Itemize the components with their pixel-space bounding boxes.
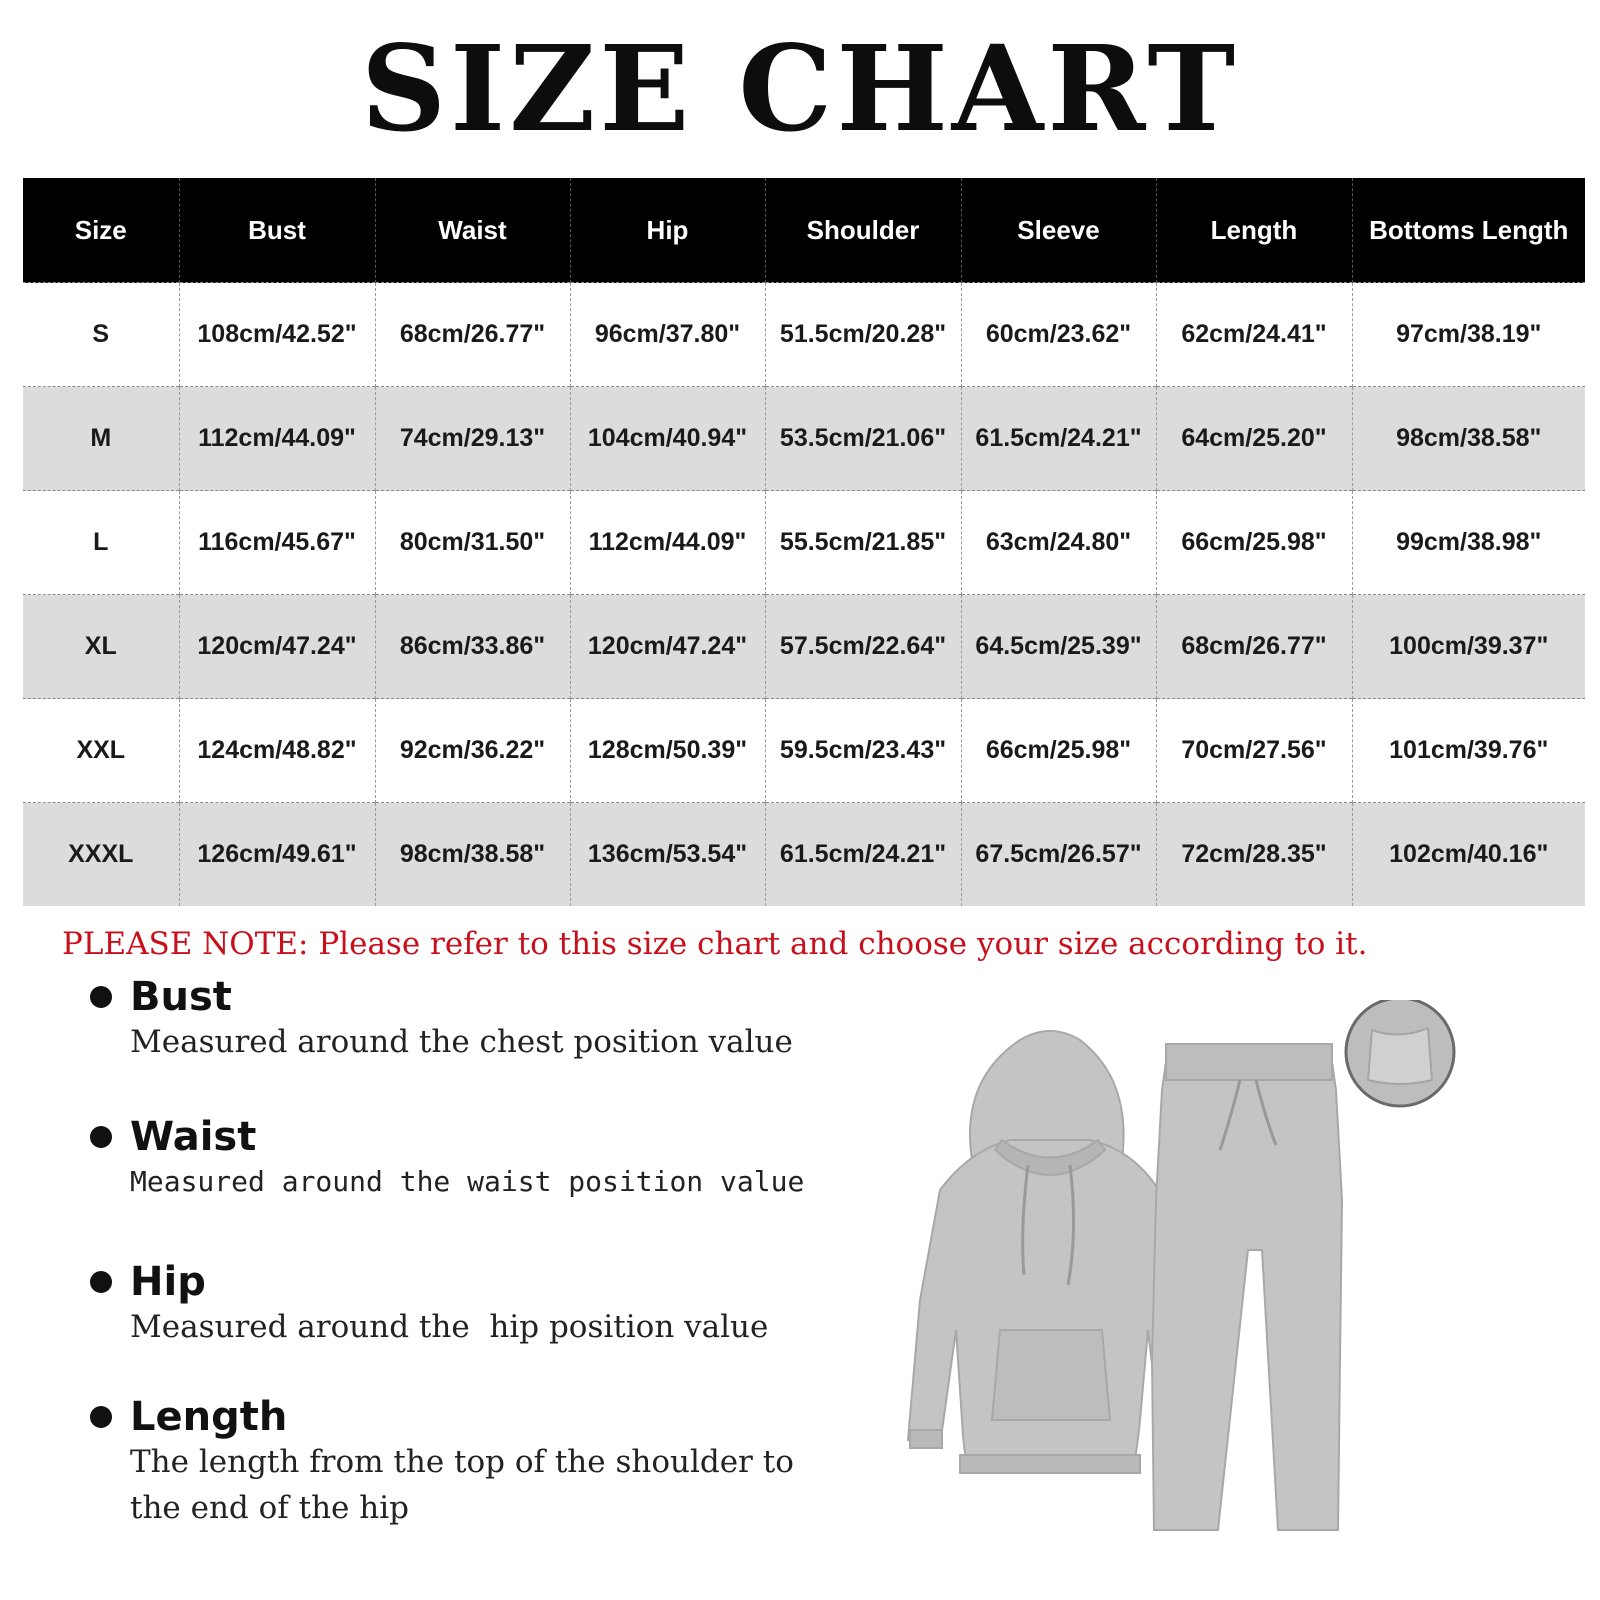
- measurement-cell: 101cm/39.76": [1352, 699, 1585, 803]
- column-header-hip: Hip: [570, 178, 765, 283]
- measurement-cell: 112cm/44.09": [179, 387, 375, 491]
- measurement-cell: 72cm/28.35": [1156, 803, 1352, 907]
- measurement-cell: 80cm/31.50": [375, 491, 570, 595]
- measurement-cell: 136cm/53.54": [570, 803, 765, 907]
- column-header-waist: Waist: [375, 178, 570, 283]
- measurement-name: Hip: [130, 1259, 206, 1305]
- bullet-icon: [90, 1271, 112, 1293]
- measurement-cell: 66cm/25.98": [961, 699, 1156, 803]
- measurement-length: [90, 1395, 810, 1531]
- measurement-waist: [90, 1115, 810, 1205]
- measurement-cell: 86cm/33.86": [375, 595, 570, 699]
- sweatpants-illustration: [1152, 1044, 1342, 1530]
- measurement-cell: 98cm/38.58": [1352, 387, 1585, 491]
- measurement-cell: 96cm/37.80": [570, 283, 765, 387]
- measurement-cell: 63cm/24.80": [961, 491, 1156, 595]
- measurement-cell: 120cm/47.24": [570, 595, 765, 699]
- table-row: [23, 595, 1585, 699]
- measurement-cell: 57.5cm/22.64": [765, 595, 961, 699]
- measurement-cell: 98cm/38.58": [375, 803, 570, 907]
- measurement-cell: 126cm/49.61": [179, 803, 375, 907]
- measurement-cell: 64.5cm/25.39": [961, 595, 1156, 699]
- tracksuit-illustration: [900, 1000, 1500, 1560]
- measurement-cell: 61.5cm/24.21": [765, 803, 961, 907]
- measurement-cell: 68cm/26.77": [375, 283, 570, 387]
- table-row: [23, 491, 1585, 595]
- measurement-cell: 64cm/25.20": [1156, 387, 1352, 491]
- measurement-cell: 62cm/24.41": [1156, 283, 1352, 387]
- page-title: SIZE CHART: [360, 19, 1240, 158]
- measurement-hip: [90, 1260, 810, 1350]
- measurement-cell: 74cm/29.13": [375, 387, 570, 491]
- measurement-description: Measured around the hip position value: [130, 1309, 769, 1345]
- table-header-row: [23, 178, 1585, 283]
- measurement-description: The length from the top of the shoulder to: [130, 1444, 794, 1480]
- measurement-cell: 116cm/45.67": [179, 491, 375, 595]
- size-label-cell: L: [23, 491, 179, 595]
- measurement-cell: 60cm/23.62": [961, 283, 1156, 387]
- measurement-description-line2: the end of the hip: [130, 1490, 409, 1526]
- measurement-name: Bust: [130, 974, 232, 1020]
- size-label-cell: M: [23, 387, 179, 491]
- measurement-cell: 120cm/47.24": [179, 595, 375, 699]
- measurement-cell: 61.5cm/24.21": [961, 387, 1156, 491]
- please-note-text: PLEASE NOTE: Please refer to this size chart and choose your size according to it.: [62, 926, 1368, 962]
- measurement-cell: 51.5cm/20.28": [765, 283, 961, 387]
- size-chart-table: [23, 178, 1585, 906]
- measurement-cell: 55.5cm/21.85": [765, 491, 961, 595]
- measurement-cell: 59.5cm/23.43": [765, 699, 961, 803]
- measurement-cell: 97cm/38.19": [1352, 283, 1585, 387]
- measurement-cell: 92cm/36.22": [375, 699, 570, 803]
- measurement-name: Waist: [130, 1114, 257, 1160]
- measurement-cell: 67.5cm/26.57": [961, 803, 1156, 907]
- column-header-shoulder: Shoulder: [765, 178, 961, 283]
- size-label-cell: S: [23, 283, 179, 387]
- bullet-icon: [90, 986, 112, 1008]
- measurement-description: Measured around the waist position value: [130, 1165, 805, 1198]
- measurement-cell: 112cm/44.09": [570, 491, 765, 595]
- column-header-size: Size: [23, 178, 179, 283]
- table-row: [23, 387, 1585, 491]
- measurement-cell: 102cm/40.16": [1352, 803, 1585, 907]
- column-header-length: Length: [1156, 178, 1352, 283]
- fabric-swatch-icon: [1346, 1000, 1454, 1106]
- bullet-icon: [90, 1126, 112, 1148]
- measurement-cell: 100cm/39.37": [1352, 595, 1585, 699]
- measurement-description: Measured around the chest position value: [130, 1024, 793, 1060]
- measurement-cell: 104cm/40.94": [570, 387, 765, 491]
- size-label-cell: XXL: [23, 699, 179, 803]
- table-body: [23, 283, 1585, 907]
- size-label-cell: XL: [23, 595, 179, 699]
- column-header-bust: Bust: [179, 178, 375, 283]
- column-header-bottoms-length: Bottoms Length: [1352, 178, 1585, 283]
- measurement-bust: [90, 975, 810, 1065]
- bullet-icon: [90, 1406, 112, 1428]
- size-label-cell: XXXL: [23, 803, 179, 907]
- hoodie-illustration: [908, 1031, 1194, 1473]
- measurement-cell: 108cm/42.52": [179, 283, 375, 387]
- measurement-cell: 128cm/50.39": [570, 699, 765, 803]
- measurement-name: Length: [130, 1394, 288, 1440]
- table-row: [23, 699, 1585, 803]
- column-header-sleeve: Sleeve: [961, 178, 1156, 283]
- measurement-cell: 99cm/38.98": [1352, 491, 1585, 595]
- measurement-cell: 68cm/26.77": [1156, 595, 1352, 699]
- table-row: [23, 803, 1585, 907]
- table-row: [23, 283, 1585, 387]
- measurement-cell: 53.5cm/21.06": [765, 387, 961, 491]
- measurement-cell: 70cm/27.56": [1156, 699, 1352, 803]
- measurement-cell: 124cm/48.82": [179, 699, 375, 803]
- measurement-cell: 66cm/25.98": [1156, 491, 1352, 595]
